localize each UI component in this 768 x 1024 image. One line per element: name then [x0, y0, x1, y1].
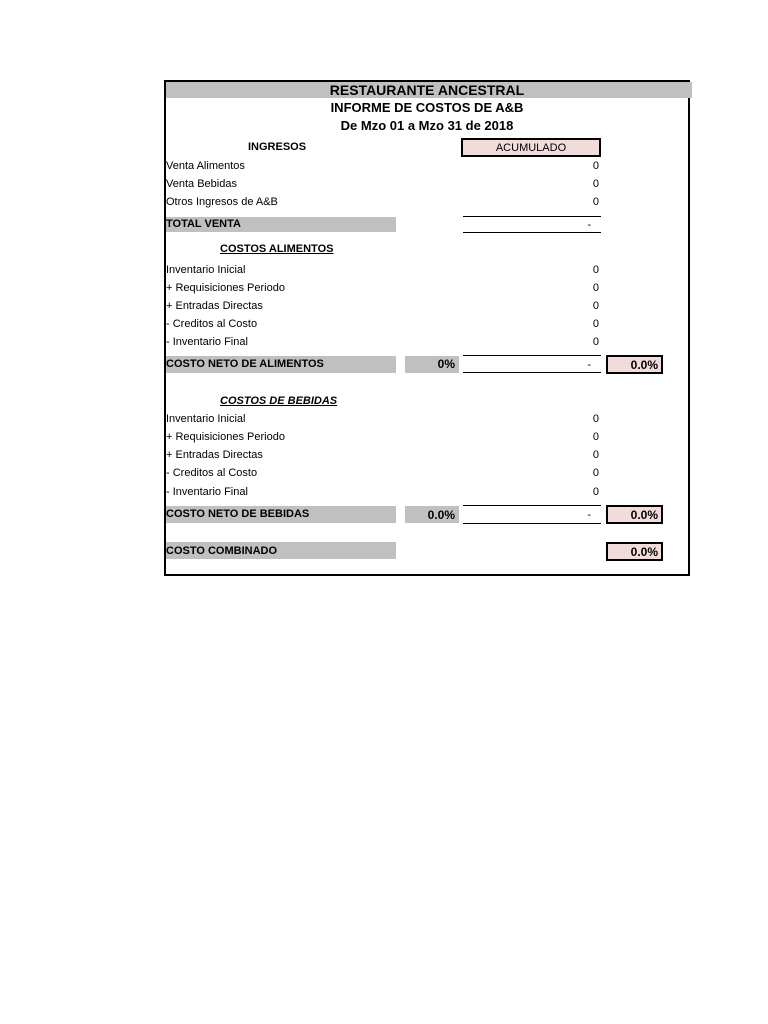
alimentos-net-value: - — [587, 359, 591, 371]
row-label: Venta Alimentos — [166, 160, 245, 172]
ingresos-heading: INGRESOS — [248, 141, 307, 153]
row-value: 0 — [592, 196, 599, 208]
row-label: - Creditos al Costo — [166, 467, 258, 479]
costo-neto-bebidas-label: COSTO NETO DE BEBIDAS — [166, 508, 310, 520]
row-value: 0 — [592, 264, 599, 276]
total-line-top — [463, 216, 601, 217]
bebidas-net-value: - — [587, 509, 591, 521]
row-label: + Requisiciones Periodo — [166, 282, 285, 294]
alimentos-line-bottom — [463, 372, 601, 373]
bebidas-pct: 0.0% — [427, 508, 455, 522]
row-value: 0 — [592, 431, 599, 443]
alimentos-pct: 0% — [437, 357, 455, 371]
combinado-ratio: 0.0% — [606, 542, 663, 561]
row-label: Venta Bebidas — [166, 178, 237, 190]
row-label: - Creditos al Costo — [166, 318, 258, 330]
row-value: 0 — [592, 449, 599, 461]
row-label: Otros Ingresos de A&B — [166, 196, 278, 208]
bebidas-line-top — [463, 505, 601, 506]
row-label: - Inventario Final — [166, 336, 248, 348]
costo-neto-alimentos-label: COSTO NETO DE ALIMENTOS — [166, 358, 324, 370]
row-value: 0 — [592, 178, 599, 190]
total-line-bottom — [463, 232, 601, 233]
report-period: De Mzo 01 a Mzo 31 de 2018 — [340, 118, 514, 133]
row-label: + Entradas Directas — [166, 300, 263, 312]
alimentos-line-top — [463, 355, 601, 356]
row-label: + Entradas Directas — [166, 449, 263, 461]
bebidas-line-bottom — [463, 523, 601, 524]
restaurant-name: RESTAURANTE ANCESTRAL — [329, 82, 525, 98]
cost-report-sheet — [164, 80, 690, 576]
row-value: 0 — [592, 336, 599, 348]
acumulado-header: ACUMULADO — [461, 138, 601, 157]
report-title: INFORME DE COSTOS DE A&B — [330, 100, 524, 115]
row-value: 0 — [592, 300, 599, 312]
row-value: 0 — [592, 486, 599, 498]
total-venta-label: TOTAL VENTA — [166, 218, 241, 230]
row-label: + Requisiciones Periodo — [166, 431, 285, 443]
row-label: Inventario Inicial — [166, 413, 246, 425]
total-venta-value: - — [587, 219, 591, 231]
row-value: 0 — [592, 413, 599, 425]
row-value: 0 — [592, 160, 599, 172]
row-value: 0 — [592, 318, 599, 330]
bebidas-ratio: 0.0% — [606, 505, 663, 524]
row-label: Inventario Inicial — [166, 264, 246, 276]
row-value: 0 — [592, 282, 599, 294]
bebidas-heading: COSTOS DE BEBIDAS — [220, 395, 338, 407]
alimentos-heading: COSTOS ALIMENTOS — [220, 243, 334, 255]
alimentos-ratio: 0.0% — [606, 355, 663, 374]
row-value: 0 — [592, 467, 599, 479]
row-label: - Inventario Final — [166, 486, 248, 498]
costo-combinado-label: COSTO COMBINADO — [166, 545, 278, 557]
